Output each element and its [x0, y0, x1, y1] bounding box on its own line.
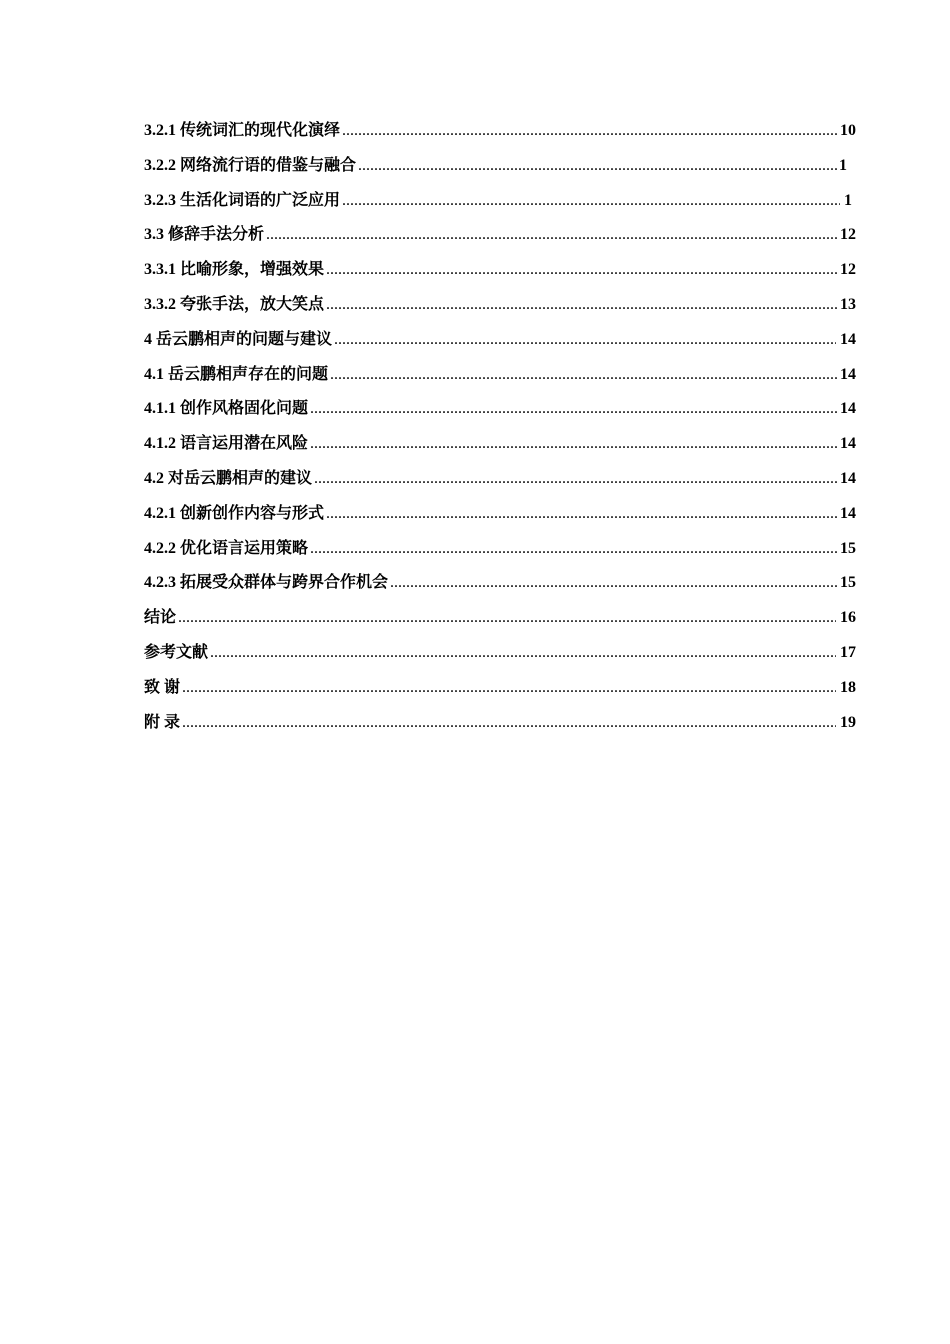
toc-page-number: 14	[840, 365, 856, 383]
toc-dot-leader	[334, 331, 836, 349]
toc-entry-4-2-2[interactable]	[144, 535, 856, 570]
toc-entry-label: 3.3 修辞手法分析	[144, 226, 265, 244]
toc-entry-4-1-1[interactable]	[144, 395, 856, 430]
toc-page-number: 1	[844, 191, 852, 209]
toc-dot-leader	[326, 261, 839, 279]
toc-page-number: 14	[840, 330, 856, 348]
toc-entry-label: 4 岳云鹏相声的问题与建议	[144, 330, 333, 348]
toc-page-number: 14	[840, 469, 856, 487]
toc-dot-leader	[182, 714, 836, 732]
toc-dot-leader	[310, 435, 839, 453]
toc-page-number: 14	[840, 435, 856, 453]
toc-dot-leader	[326, 505, 839, 523]
toc-dot-leader	[182, 679, 836, 697]
toc-dot-leader	[326, 296, 839, 314]
toc-page-number: 15	[840, 574, 856, 592]
toc-dot-leader	[342, 192, 840, 210]
toc-entry-label: 致 谢	[144, 678, 181, 696]
toc-entry-label: 附 录	[144, 713, 181, 731]
toc-entry-label: 结论	[144, 609, 177, 627]
toc-dot-leader	[330, 366, 839, 384]
toc-page-number: 13	[840, 295, 856, 313]
toc-entry-3-3-1[interactable]	[144, 256, 856, 291]
toc-entry-label: 3.3.2 夸张手法，放大笑点	[144, 295, 325, 313]
toc-entry-label: 4.1 岳云鹏相声存在的问题	[144, 365, 329, 383]
toc-entry-3-2-1[interactable]	[144, 117, 856, 152]
toc-entry-appendix[interactable]	[144, 709, 856, 744]
toc-page-number: 17	[840, 643, 856, 661]
toc-entry-conclusion[interactable]	[144, 604, 856, 639]
toc-dot-leader	[314, 470, 839, 488]
toc-dot-leader	[358, 157, 838, 175]
toc-dot-leader	[390, 574, 839, 592]
toc-entry-label: 3.2.1 传统词汇的现代化演绎	[144, 122, 341, 139]
toc-dot-leader	[210, 644, 836, 662]
toc-page-number: 18	[840, 678, 856, 696]
toc-entry-label: 参考文献	[144, 643, 209, 661]
toc-page-number: 1	[839, 156, 847, 174]
toc-dot-leader	[266, 226, 839, 244]
toc-entry-4[interactable]	[144, 326, 856, 361]
toc-page-number: 16	[840, 609, 856, 627]
toc-entry-3-2-3[interactable]	[144, 187, 856, 222]
toc-entry-label: 3.3.1 比喻形象，增强效果	[144, 261, 325, 279]
toc-dot-leader	[310, 540, 839, 558]
toc-entry-3-2-2[interactable]	[144, 152, 856, 187]
table-of-contents	[144, 117, 856, 743]
toc-entry-label: 4.1.2 语言运用潜在风险	[144, 435, 309, 453]
toc-entry-acknowledgements[interactable]	[144, 674, 856, 709]
toc-entry-label: 3.2.3 生活化词语的广泛应用	[144, 191, 341, 209]
toc-entry-label: 4.2.2 优化语言运用策略	[144, 539, 309, 557]
toc-dot-leader	[178, 609, 836, 627]
toc-page-number: 12	[840, 226, 856, 244]
toc-page-number: 15	[840, 539, 856, 557]
toc-entry-references[interactable]	[144, 639, 856, 674]
toc-page-number: 12	[840, 261, 856, 279]
toc-entry-label: 4.2.1 创新创作内容与形式	[144, 504, 325, 522]
toc-entry-label: 3.2.2 网络流行语的借鉴与融合	[144, 156, 357, 174]
toc-entry-label: 4.2 对岳云鹏相声的建议	[144, 469, 313, 487]
toc-entry-4-2-1[interactable]	[144, 500, 856, 535]
toc-entry-label: 4.2.3 拓展受众群体与跨界合作机会	[144, 574, 389, 592]
toc-entry-4-2[interactable]	[144, 465, 856, 500]
toc-entry-3-3[interactable]	[144, 221, 856, 256]
toc-page-number: 14	[840, 400, 856, 418]
toc-entry-4-1-2[interactable]	[144, 430, 856, 465]
toc-page-number: 14	[840, 504, 856, 522]
toc-entry-3-3-2[interactable]	[144, 291, 856, 326]
toc-entry-4-2-3[interactable]	[144, 569, 856, 604]
toc-entry-4-1[interactable]	[144, 361, 856, 396]
toc-dot-leader	[342, 122, 839, 140]
toc-page-number: 10	[840, 122, 856, 139]
toc-page-number: 19	[840, 713, 856, 731]
toc-dot-leader	[310, 400, 839, 418]
toc-entry-label: 4.1.1 创作风格固化问题	[144, 400, 309, 418]
